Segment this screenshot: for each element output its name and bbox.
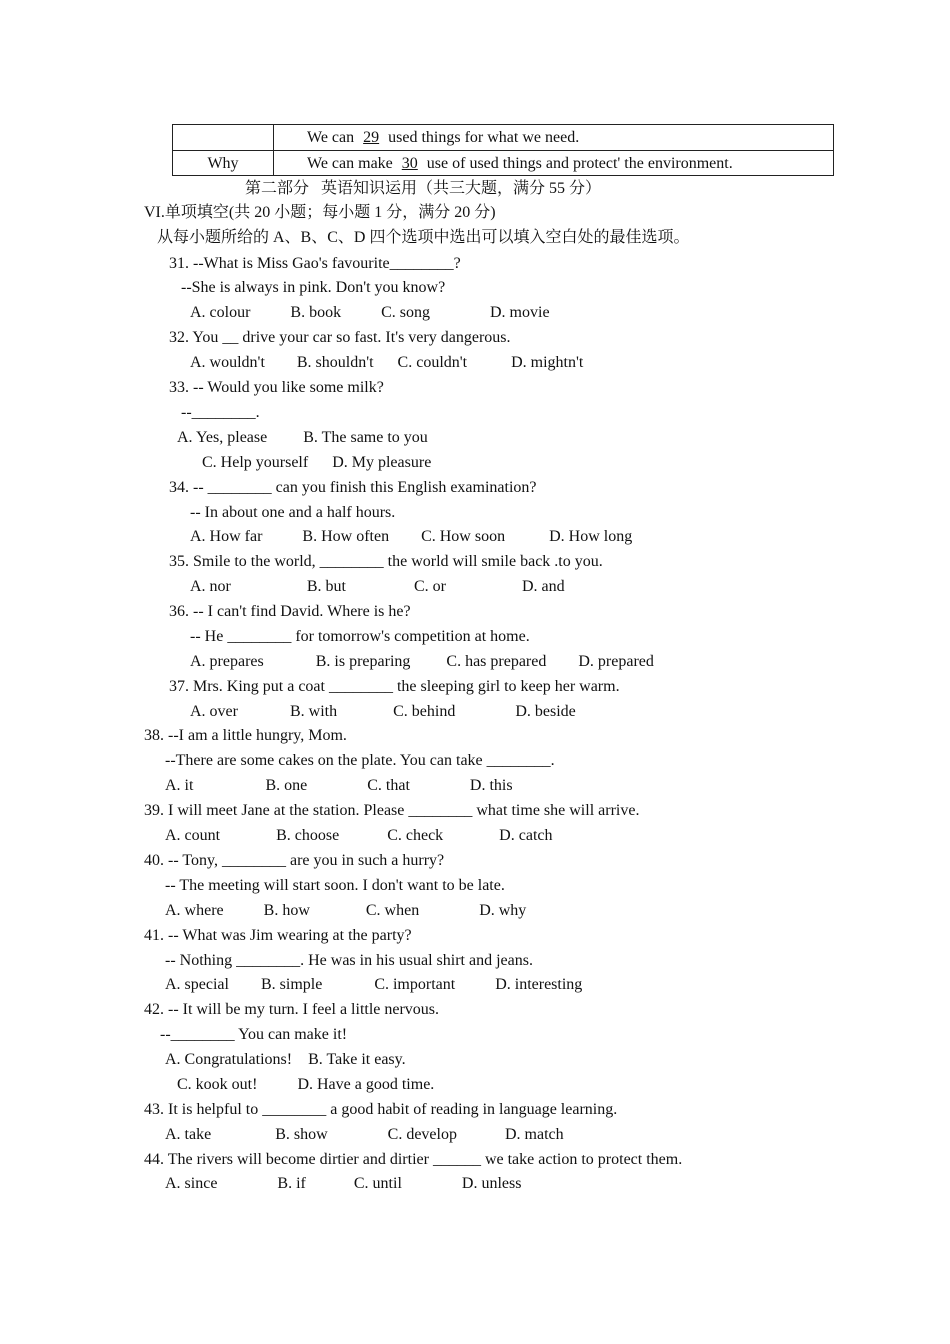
text-line: A. count B. choose C. check D. catch bbox=[165, 827, 553, 844]
text-line: 42. -- It will be my turn. I feel a little nervous. bbox=[144, 1001, 440, 1018]
text-line: 37. Mrs. King put a coat ________ the sleeping girl to keep her warm. bbox=[169, 678, 620, 695]
table-row-2-text bbox=[307, 151, 733, 176]
text-line: C. kook out! D. Have a good time. bbox=[177, 1076, 435, 1093]
text-line: 36. -- I can't find David. Where is he? bbox=[169, 603, 411, 620]
table-row-2-post: use of used things and protect' the environment. bbox=[422, 155, 733, 172]
text-line: 35. Smile to the world, ________ the world will smile back .to you. bbox=[169, 553, 603, 570]
text-line: C. Help yourself D. My pleasure bbox=[202, 454, 432, 471]
text-line: A. nor B. but C. or D. and bbox=[190, 578, 565, 595]
why-table bbox=[172, 124, 834, 176]
text-line: -- Nothing ________. He was in his usual shirt and jeans. bbox=[165, 952, 533, 969]
table-row-2-label: Why bbox=[207, 155, 239, 172]
text-line: VI.单项填空(共 20 小题；每小题 1 分，满分 20 分) bbox=[144, 204, 496, 221]
text-line: 41. -- What was Jim wearing at the party? bbox=[144, 927, 412, 944]
text-line: -- He ________ for tomorrow's competition at home. bbox=[190, 628, 530, 645]
text-line: A. it B. one C. that D. this bbox=[165, 777, 513, 794]
text-line: A. wouldn't B. shouldn't C. couldn't D. mightn't bbox=[190, 354, 584, 371]
text-line: 33. -- Would you like some milk? bbox=[169, 379, 384, 396]
text-line: 34. -- ________ can you finish this English examination? bbox=[169, 479, 537, 496]
table-row-1-text bbox=[307, 125, 579, 150]
text-line: 从每小题所给的 A、B、C、D 四个选项中选出可以填入空白处的最佳选项。 bbox=[157, 229, 690, 246]
blank-30: 30 bbox=[401, 155, 418, 172]
text-line: --There are some cakes on the plate. You can take ________. bbox=[165, 752, 555, 769]
text-line: --________. bbox=[181, 404, 260, 421]
table-row-1-post: used things for what we need. bbox=[384, 129, 580, 146]
text-line: A. over B. with C. behind D. beside bbox=[190, 703, 576, 720]
text-line: 第二部分 英语知识运用（共三大题，满分 55 分） bbox=[245, 180, 602, 197]
table-row-2-pre: We can make bbox=[307, 155, 397, 172]
text-line: 38. --I am a little hungry, Mom. bbox=[144, 727, 347, 744]
text-line: 32. You __ drive your car so fast. It's very dangerous. bbox=[169, 329, 511, 346]
text-line: A. colour B. book C. song D. movie bbox=[190, 304, 550, 321]
text-line: 31. --What is Miss Gao's favourite________? bbox=[169, 255, 461, 272]
text-line: 39. I will meet Jane at the station. Please ________ what time she will arrive. bbox=[144, 802, 640, 819]
text-line: A. take B. show C. develop D. match bbox=[165, 1126, 564, 1143]
table-row-1-pre: We can bbox=[307, 129, 359, 146]
text-line: -- The meeting will start soon. I don't want to be late. bbox=[165, 877, 505, 894]
blank-29: 29 bbox=[363, 129, 380, 146]
text-line: 44. The rivers will become dirtier and dirtier ______ we take action to protect them. bbox=[144, 1151, 683, 1168]
text-line: A. special B. simple C. important D. interesting bbox=[165, 976, 583, 993]
text-line: --She is always in pink. Don't you know? bbox=[181, 279, 446, 296]
text-line: A. Congratulations! B. Take it easy. bbox=[165, 1051, 406, 1068]
text-line: A. where B. how C. when D. why bbox=[165, 902, 527, 919]
text-line: A. Yes, please B. The same to you bbox=[177, 429, 428, 446]
text-line: A. How far B. How often C. How soon D. How long bbox=[190, 528, 633, 545]
text-line: A. since B. if C. until D. unless bbox=[165, 1175, 522, 1192]
text-line: -- In about one and a half hours. bbox=[190, 504, 396, 521]
text-line: 43. It is helpful to ________ a good habit of reading in language learning. bbox=[144, 1101, 618, 1118]
text-line: 40. -- Tony, ________ are you in such a hurry? bbox=[144, 852, 445, 869]
text-line: A. prepares B. is preparing C. has prepared D. prepared bbox=[190, 653, 654, 670]
text-line: --________ You can make it! bbox=[160, 1026, 348, 1043]
